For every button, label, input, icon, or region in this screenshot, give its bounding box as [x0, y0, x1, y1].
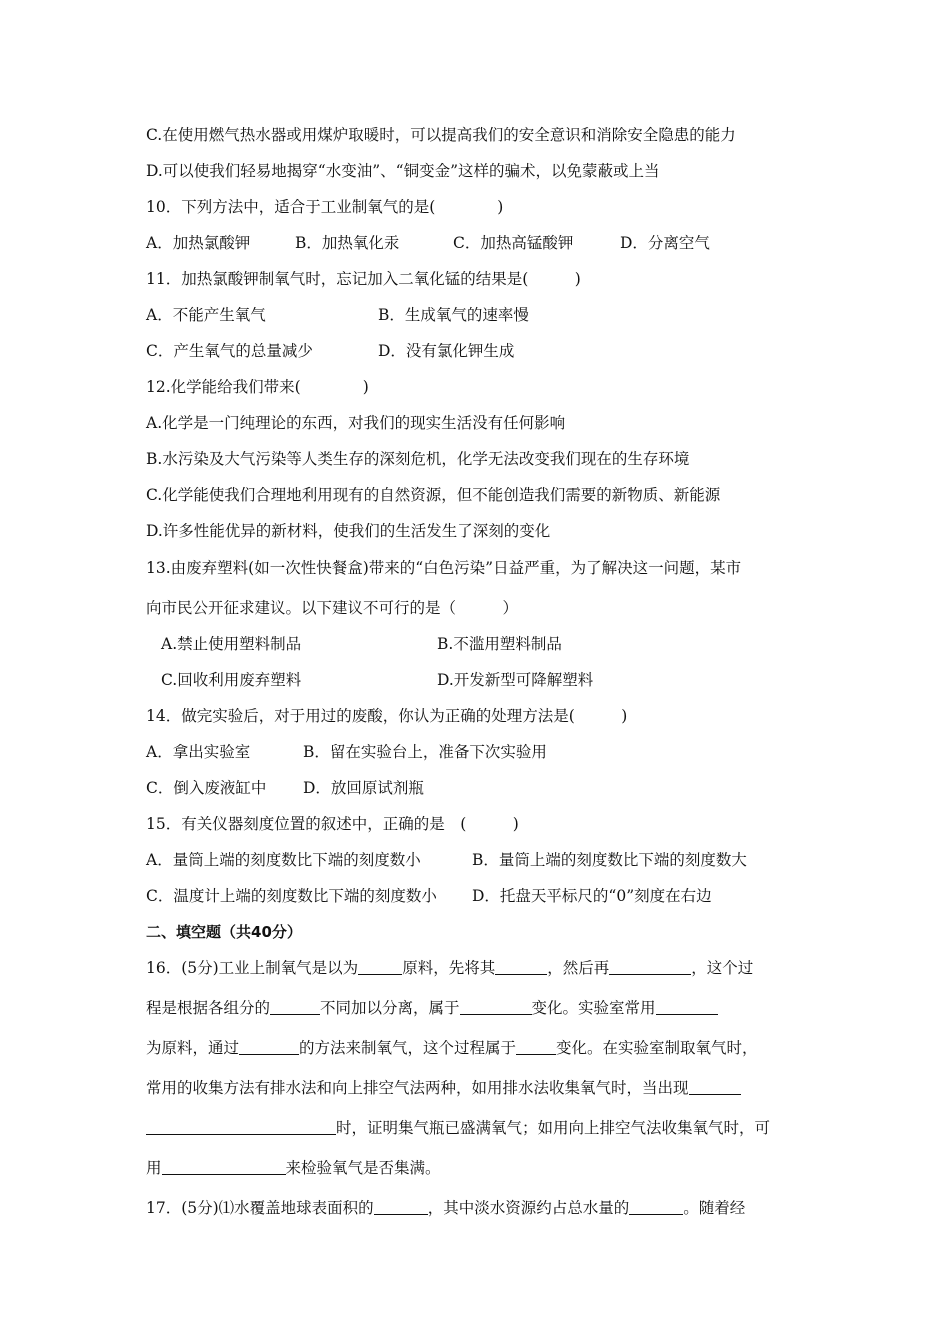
text: 17．(5分)⑴水覆盖地球表面积的: [146, 1199, 374, 1217]
text: 的方法来制氧气，这个过程属于: [299, 1039, 517, 1057]
answer-blank[interactable]: [656, 998, 718, 1015]
option-14a: A．拿出实验室: [146, 743, 251, 761]
option-10b: B．加热氧化汞: [295, 234, 400, 252]
text: 时，证明集气瓶已盛满氧气；如用向上排空气法收集氧气时，可: [336, 1119, 771, 1137]
option-12d: D.许多性能优异的新材料，使我们的生活发生了深刻的变化: [146, 522, 551, 540]
text: 用: [146, 1159, 162, 1177]
option-13d: D.开发新型可降解塑料: [437, 671, 594, 689]
option-9c: C.在使用燃气热水器或用煤炉取暖时，可以提高我们的安全意识和消除安全隐患的能力: [146, 126, 736, 144]
option-14b: B．留在实验台上，准备下次实验用: [303, 743, 547, 761]
question-16-line5: [146, 1118, 770, 1138]
text: 16．(5分)工业上制氧气是以为: [146, 959, 359, 977]
question-16-line1: [146, 958, 753, 978]
text: 。随着经: [683, 1199, 746, 1217]
text: 原料，先将其: [402, 959, 496, 977]
answer-blank[interactable]: [516, 1038, 556, 1055]
option-13a: A.禁止使用塑料制品: [161, 635, 302, 653]
text: 变化。实验室常用: [531, 999, 656, 1017]
option-15c: C．温度计上端的刻度数比下端的刻度数小: [146, 887, 437, 905]
text: 常用的收集方法有排水法和向上排空气法两种，如用排水法收集氧气时，当出现: [146, 1079, 689, 1097]
question-14: 14．做完实验后，对于用过的废酸，你认为正确的处理方法是( ): [146, 707, 628, 725]
answer-blank[interactable]: [629, 1198, 683, 1215]
text: 变化。在实验室制取氧气时，: [556, 1039, 758, 1057]
option-13c: C.回收利用废弃塑料: [161, 671, 302, 689]
option-11b: B．生成氧气的速率慢: [378, 306, 529, 324]
question-15: 15．有关仪器刻度位置的叙述中，正确的是 ( ): [146, 815, 519, 833]
option-10d: D．分离空气: [620, 234, 710, 252]
question-16-line3: [146, 1038, 758, 1058]
question-12: 12.化学能给我们带来( ): [146, 378, 369, 396]
answer-blank[interactable]: [495, 958, 547, 975]
option-15b: B．量筒上端的刻度数比下端的刻度数大: [472, 851, 747, 869]
option-15a: A．量筒上端的刻度数比下端的刻度数小: [146, 851, 421, 869]
answer-blank[interactable]: [162, 1158, 286, 1175]
answer-blank[interactable]: [270, 998, 320, 1015]
text: 为原料，通过: [146, 1039, 240, 1057]
option-13b: B.不滥用塑料制品: [437, 635, 562, 653]
option-11c: C．产生氧气的总量减少: [146, 342, 313, 360]
option-12a: A.化学是一门纯理论的东西，对我们的现实生活没有任何影响: [146, 414, 566, 432]
text: 不同加以分离，属于: [320, 999, 460, 1017]
question-17-line1: [146, 1198, 745, 1218]
answer-blank[interactable]: [239, 1038, 299, 1055]
question-13-line2: 向市民公开征求建议。以下建议不可行的是（ ）: [146, 599, 519, 617]
answer-blank[interactable]: [358, 958, 402, 975]
option-9d: D.可以使我们轻易地揭穿“水变油”、“铜变金”这样的骗术，以免蒙蔽或上当: [146, 162, 660, 180]
text: 来检验氧气是否集满。: [285, 1159, 441, 1177]
option-10c: C．加热高锰酸钾: [453, 234, 574, 252]
question-13-line1: 13.由废弃塑料(如一次性快餐盒)带来的“白色污染”日益严重，为了解决这一问题，某市: [146, 559, 742, 577]
option-11a: A．不能产生氧气: [146, 306, 266, 324]
question-16-line4: [146, 1078, 741, 1098]
answer-blank[interactable]: [460, 998, 532, 1015]
option-14c: C．倒入废液缸中: [146, 779, 267, 797]
option-11d: D．没有氯化钾生成: [378, 342, 515, 360]
option-10a: A．加热氯酸钾: [146, 234, 251, 252]
answer-blank[interactable]: [689, 1078, 741, 1095]
answer-blank[interactable]: [146, 1118, 336, 1135]
text: 程是根据各组分的: [146, 999, 271, 1017]
answer-blank[interactable]: [609, 958, 691, 975]
option-12c: C.化学能使我们合理地利用现有的自然资源，但不能创造我们需要的新物质、新能源: [146, 486, 721, 504]
question-10: 10．下列方法中，适合于工业制氧气的是( ): [146, 198, 504, 216]
text: ，其中淡水资源约占总水量的: [427, 1199, 630, 1217]
section-heading: 二、填空题（共40分）: [146, 923, 302, 941]
text: ，然后再: [547, 959, 610, 977]
question-11: 11．加热氯酸钾制氧气时，忘记加入二氧化锰的结果是( ): [146, 270, 581, 288]
text: ，这个过: [691, 959, 754, 977]
option-15d: D．托盘天平标尺的“0”刻度在右边: [472, 887, 712, 905]
question-16-line6: [146, 1158, 441, 1178]
question-16-line2: [146, 998, 718, 1018]
answer-blank[interactable]: [374, 1198, 428, 1215]
option-14d: D．放回原试剂瓶: [303, 779, 424, 797]
option-12b: B.水污染及大气污染等人类生存的深刻危机，化学无法改变我们现在的生存环境: [146, 450, 690, 468]
